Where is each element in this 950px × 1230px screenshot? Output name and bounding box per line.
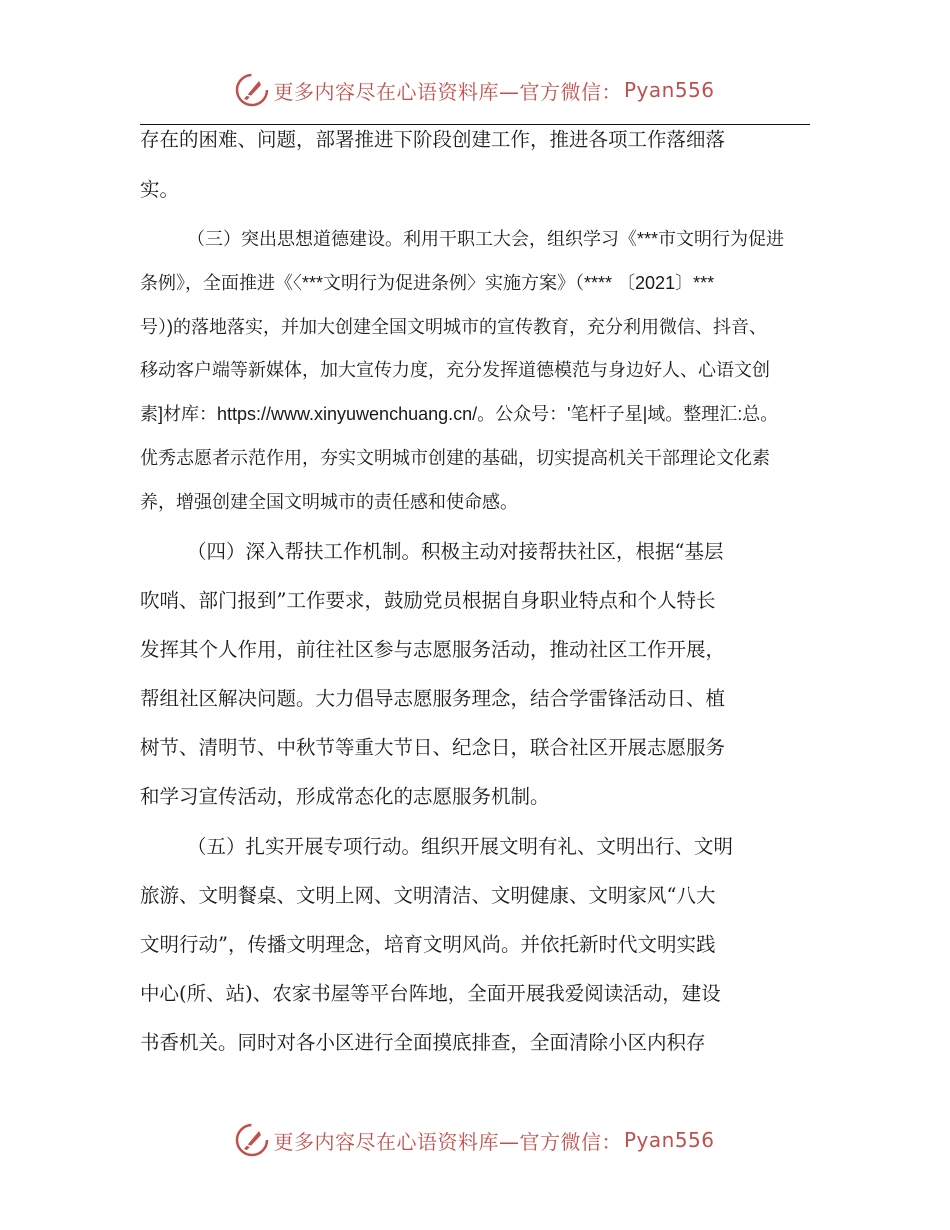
text-line: 中心(所、站)、农家书屋等平台阵地，全面开展我爱阅读活动，建设 bbox=[140, 982, 721, 1005]
watermark-account: Pyan556 bbox=[623, 1128, 715, 1152]
text-line: （三）突出思想道德建设。利用干职工大会，组织学习《***市文明行为促进 bbox=[187, 229, 785, 249]
text-line: 树节、清明节、中秋节等重大节日、纪念日，联合社区开展志愿服务 bbox=[140, 736, 726, 759]
header-watermark bbox=[0, 70, 950, 110]
text-line: 移动客户端等新媒体，加大宣传力度，充分发挥道德模范与身边好人、心语文创 bbox=[140, 360, 770, 380]
text-line: 发挥其个人作用，前往社区参与志愿服务活动，推动社区工作开展， bbox=[140, 638, 726, 661]
watermark-text: 更多内容尽在心语资料库—官方微信： bbox=[273, 79, 622, 104]
feather-pen-logo-icon bbox=[235, 73, 269, 107]
footer-watermark bbox=[0, 1120, 950, 1160]
watermark-account: Pyan556 bbox=[623, 78, 715, 102]
text-line: （五）扎实开展专项行动。组织开展文明有礼、文明出行、文明 bbox=[187, 835, 734, 858]
text-line: 养，增强创建全国文明城市的责任感和使命感。 bbox=[140, 492, 518, 512]
text-line: 存在的困难、问题，部署推进下阶段创建工作，推进各项工作落细落 bbox=[140, 128, 726, 151]
watermark-text: 更多内容尽在心语资料库—官方微信： bbox=[273, 1129, 622, 1154]
text-line: 条例》，全面推进《〈***文明行为促进条例〉实施方案》（**** 〔2021〕*** bbox=[140, 273, 715, 293]
text-line: 素]材库：https://www.xinyuwenchuang.cn/。公众号：'笔杆子星|域。整理汇:总。 bbox=[140, 404, 779, 424]
text-line: （四）深入帮扶工作机制。积极主动对接帮扶社区，根据“基层 bbox=[187, 540, 724, 563]
text-line: 旅游、文明餐桌、文明上网、文明清洁、文明健康、文明家风“八大 bbox=[140, 884, 716, 907]
text-line: 帮组社区解决问题。大力倡导志愿服务理念，结合学雷锋活动日、植 bbox=[140, 687, 726, 710]
text-line: 号）)的落地落实，并加大创建全国文明城市的宣传教育，充分利用微信、抖音、 bbox=[140, 317, 767, 337]
feather-pen-logo-icon bbox=[235, 1123, 269, 1157]
text-line: 吹哨、部门报到”工作要求，鼓励党员根据自身职业特点和个人特长 bbox=[140, 589, 716, 612]
text-line: 和学习宣传活动，形成常态化的志愿服务机制。 bbox=[140, 785, 550, 808]
text-line: 实。 bbox=[140, 178, 180, 201]
text-line: 书香机关。同时对各小区进行全面摸底排查，全面清除小区内积存 bbox=[140, 1031, 706, 1054]
text-line: 优秀志愿者示范作用，夯实文明城市创建的基础，切实提高机关干部理论文化素 bbox=[140, 448, 770, 468]
header-rule bbox=[140, 124, 810, 125]
text-line: 文明行动”，传播文明理念，培育文明风尚。并依托新时代文明实践 bbox=[140, 933, 716, 956]
